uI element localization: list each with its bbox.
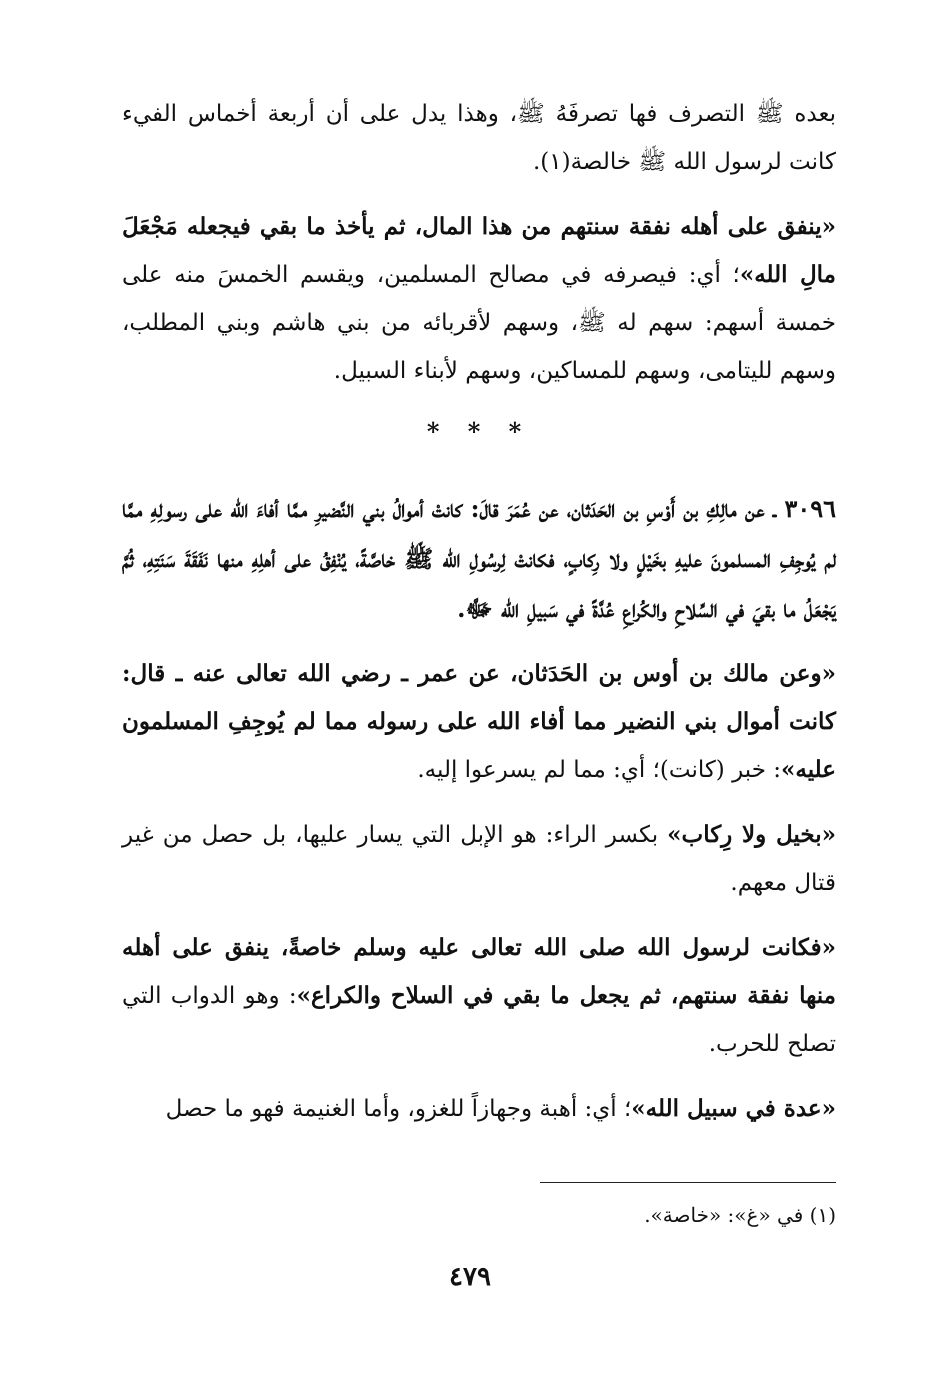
quoted-text: «عدة في سبيل الله»	[631, 1095, 836, 1122]
page-number: ٤٧٩	[449, 1262, 491, 1292]
commentary-text: : وهو الدواب التي تصلح للحرب.	[122, 983, 836, 1057]
section-separator: * * *	[426, 417, 532, 446]
footnote-divider	[540, 1182, 836, 1183]
commentary-text: بكسر الراء: هو الإبل التي يسار عليها، بل حصل من غير قتال معهم.	[122, 822, 836, 896]
footnote: (١) في «غ»: «خاصة».	[644, 1203, 836, 1227]
commentary-text: ؛ أي: فيصرفه في مصالح المسلمين، ويقسم الخمسَ منه على خمسة أسهم: سهم له ﷺ، وسهم لأقربائه من بني هاشم وبني المطلب، وسهم لليتامى، وسهم للمساكين، وسهم لأبناء السبيل.	[122, 262, 836, 384]
quoted-text: «فكانت لرسول الله صلى الله تعالى عليه وسلم خاصةً، ينفق على أهله منها نفقة سنتهم، ثم يجعل ما بقي في السلاح والكراع»	[122, 934, 836, 1009]
main-text	[122, 90, 836, 1150]
quoted-text: «ينفق على أهله نفقة سنتهم من هذا المال، ثم يأخذ ما بقي فيجعله مَجْعَلَ مالِ الله»	[122, 213, 836, 288]
commentary-text: : خبر (كانت)؛ أي: مما لم يسرعوا إليه.	[417, 757, 782, 783]
paragraph-3	[122, 650, 836, 794]
paragraph-4	[122, 811, 836, 907]
paragraph-2	[122, 203, 836, 395]
commentary-text: ؛ أي: أهبة وجهازاً للغزو، وأما الغنيمة فهو ما حصل	[165, 1096, 632, 1122]
quoted-text: «بخيل ولا رِكاب»	[667, 821, 836, 848]
paragraph-1: بعده ﷺ التصرف فها تصرفَهُ ﷺ، وهذا يدل على أن أربعة أخماس الفيء كانت لرسول الله ﷺ خالصة(١).	[122, 101, 836, 175]
paragraph-6	[122, 1085, 836, 1133]
hadith-text: ٣٠٩٦ ـ عن مالِكِ بن أَوْسِ بن الحَدَثان، عن عُمَرَ قالَ: كانتْ أموالُ بني النَّضيرِ ممَّا أفاءَ الله على رسولِهِ ممَّا لم يُوجِفِ المسلمونَ عليهِ بخَيْلٍ ولا رِكابٍ، فكانتْ لِرسُولِ الله ﷺ خاصَّةً، يُنْفِقُ على أهلِهِ منها نَفَقَةَ سَنَتِهِ، ثُمَّ يَجْعَلُ ما بقيَ في السِّلاحِ والكُراعِ عُدَّةً في سَبيلِ الله ﷻ.	[122, 494, 836, 623]
quoted-text: «وعن مالك بن أوس بن الحَدَثان، عن عمر ـ رضي الله تعالى عنه ـ قال: كانت أموال بني النضير مما أفاء الله على رسوله مما لم يُوجِفِ المسلمون عليه»	[122, 660, 836, 783]
paragraph-5	[122, 924, 836, 1068]
